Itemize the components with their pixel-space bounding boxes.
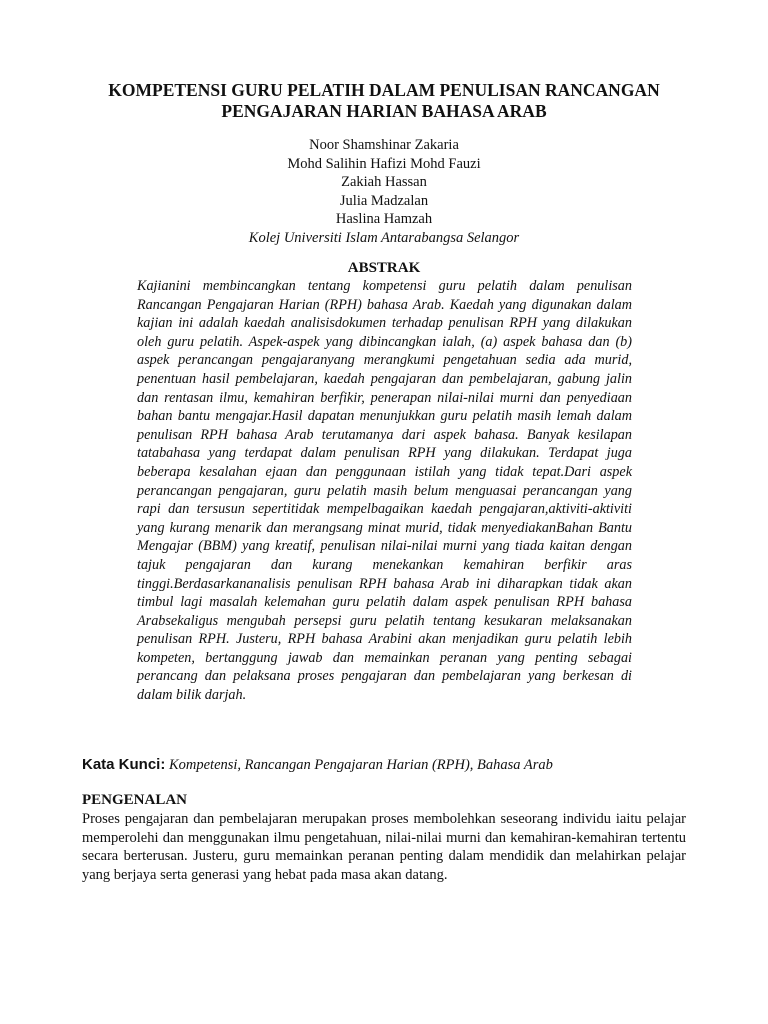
author-name: Julia Madzalan bbox=[339, 192, 429, 209]
affiliation: Kolej Universiti Islam Antarabangsa Selangor bbox=[248, 229, 520, 246]
paper-title bbox=[60, 80, 708, 122]
keywords-line bbox=[82, 756, 692, 774]
keywords-value: Kompetensi, Rancangan Pengajaran Harian (RPH), Bahasa Arab bbox=[168, 757, 553, 773]
abstract-body: Kajianini membincangkan tentang kompetensi guru pelatih dalam penulisan Rancangan Pengajaran Harian (RPH) bahasa Arab. Kaedah yang digunakan dalam kajian ini adalah kaedah analisisdokumen terhadap penulisan RPH yang dilakukan oleh guru pelatih. Aspek-aspek yang dibincangkan ialah, (a) aspek bahasa dan (b) aspek perancangan pengajaranyang merangkumi pengetahuan sedia ada murid, penentuan hasil pembelajaran, kaedah pengajaran dan pembelajaran, gabung jalin dan rentasan ilmu, kemahiran berfikir, penerapan nilai-nilai murni dan penyediaan bahan bantu mengajar.Hasil dapatan menunjukkan guru pelatih masih lemah dalam penulisan RPH bahasa Arab terutamanya dari aspek bahasa. Banyak kesilapan tatabahasa yang terdapat dalam penulisan RPH yang dilakukan. Terdapat juga beberapa kesalahan ejaan dan penggunaan istilah yang tidak tepat.Dari aspek perancangan pengajaran, guru pelatih masih belum menguasai perancangan yang rapi dan tersusun sepertitidak mempelbagaikan kaedah pengajaran,aktiviti-aktiviti yang kurang menarik dan merangsang minat murid, tidak menyediakanBahan Bantu Mengajar (BBM) yang kreatif, penulisan nilai-nilai murni yang tiada kaitan dengan tajuk pengajaran dan kurang menekankan kemahiran berfikir aras tinggi.Berdasarkananalisis penulisan RPH bahasa Arab ini diharapkan tidak akan timbul lagi masalah kelemahan guru pelatih dalam aspek penulisan RPH bahasa Arabsekaligus mengubah persepsi guru pelatih tentang kesukaran melaksanakan penulisan RPH. Justeru, RPH bahasa Arabini akan menjadikan guru pelatih lebih kompeten, bertanggung jawab dan memainkan peranan yang penting sebagai perancang dan pelaksana proses pengajaran dan pembelajaran yang berkesan di dalam bilik darjah. bbox=[137, 278, 632, 704]
title-line-1: KOMPETENSI GURU PELATIH DALAM PENULISAN RANCANGAN bbox=[108, 80, 660, 100]
author-name: Zakiah Hassan bbox=[341, 174, 427, 190]
author-block bbox=[60, 136, 708, 247]
keywords-label: Kata Kunci: bbox=[82, 756, 166, 773]
section-body: Proses pengajaran dan pembelajaran merupakan proses membolehkan seseorang individu iaitu pelajar memperolehi dan menggunakan ilmu pengetahuan, nilai-nilai murni dan kemahiran-kemahiran tertentu secara berterusan. Justeru, guru memainkan peranan penting dalam mendidik dan melahirkan pelajar yang berjaya serta generasi yang hebat pada masa akan datang. bbox=[82, 811, 686, 883]
section-heading: PENGENALAN bbox=[82, 792, 188, 808]
title-line-2: PENGAJARAN HARIAN BAHASA ARAB bbox=[221, 101, 547, 121]
author-name: Mohd Salihin Hafizi Mohd Fauzi bbox=[287, 155, 481, 172]
author-name: Noor Shamshinar Zakaria bbox=[309, 137, 459, 153]
abstract-heading: ABSTRAK bbox=[347, 260, 421, 276]
author-name: Haslina Hamzah bbox=[335, 211, 433, 227]
